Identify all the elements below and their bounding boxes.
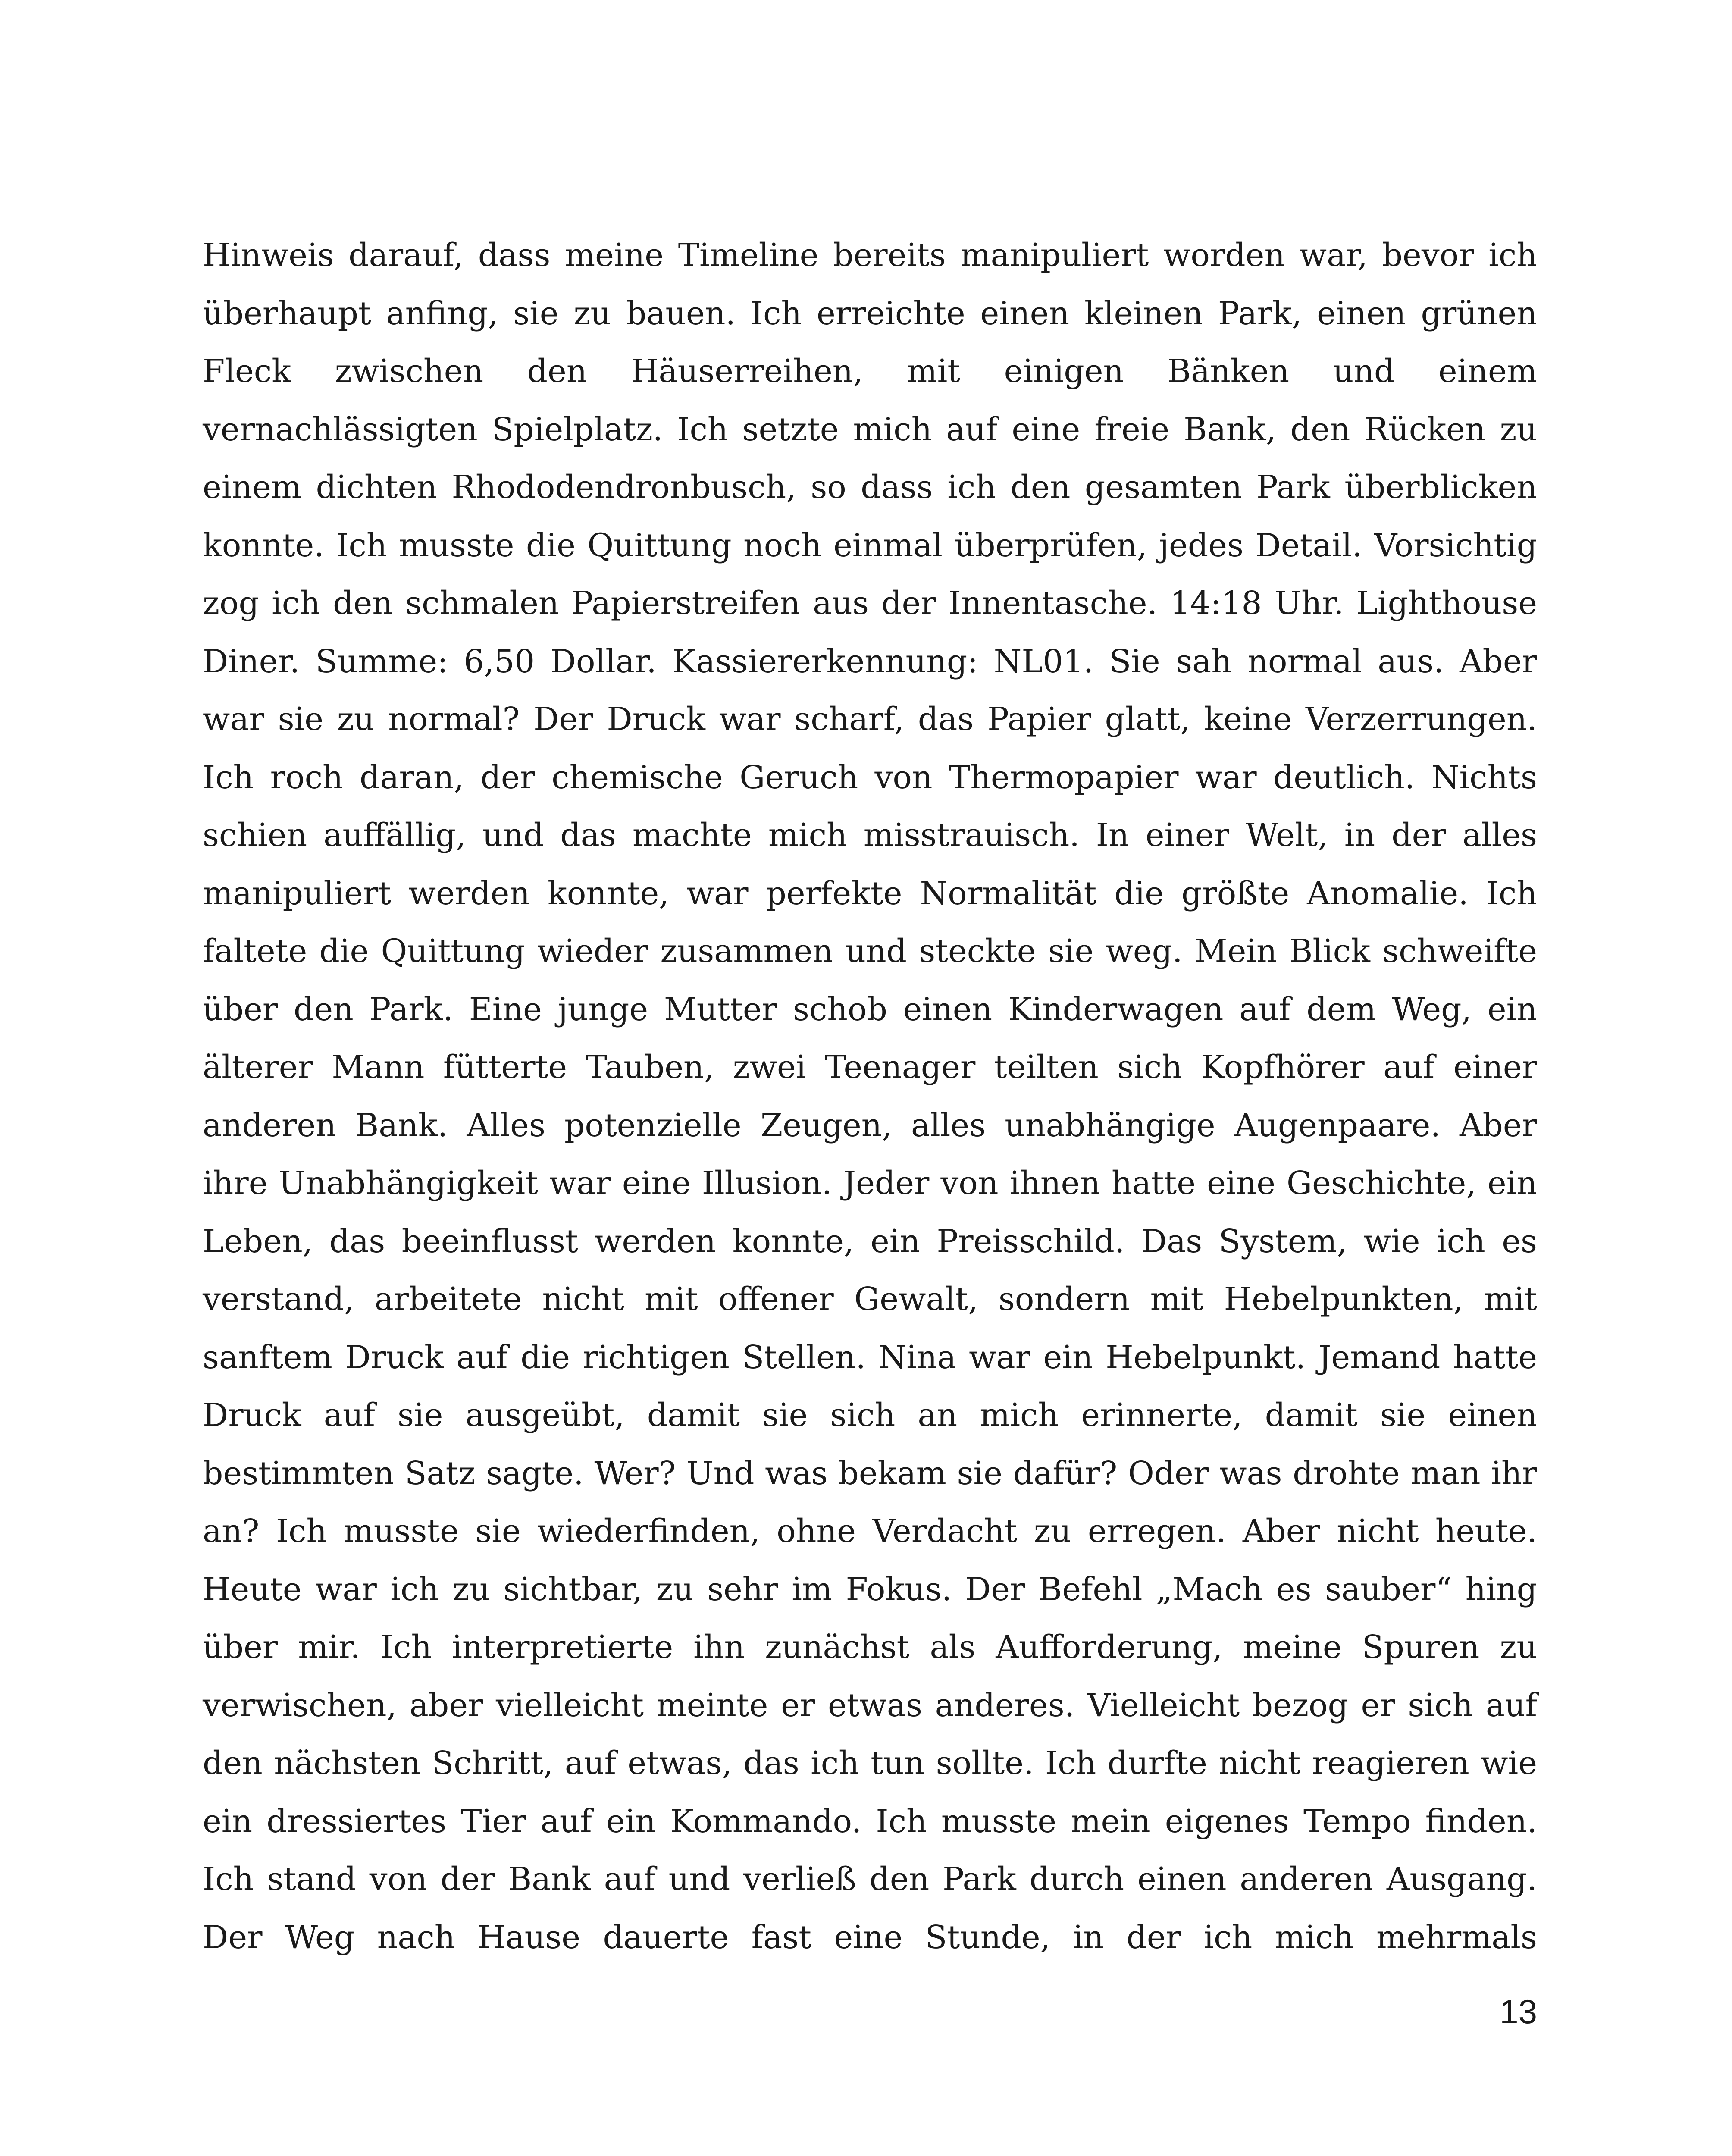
page-number: 13 [1500,1993,1537,2031]
text-line: Diner. Summe: 6,50 Dollar. Kassiererkennung: NL01. Sie sah normal aus. Aber [203,642,1537,680]
text-line: manipuliert werden konnte, war perfekte Normalität die größte Anomalie. Ich [203,874,1537,912]
text-line: faltete die Quittung wieder zusammen und steckte sie weg. Mein Blick schweifte [203,933,1537,970]
text-line: einem dichten Rhododendronbusch, so dass ich den gesamten Park überblicken [203,469,1537,506]
text-line: älterer Mann fütterte Tauben, zwei Teenager teilten sich Kopfhörer auf einer [203,1049,1537,1086]
body-text [203,226,1537,1966]
text-line: Druck auf sie ausgeübt, damit sie sich an mich erinnerte, damit sie einen [203,1397,1537,1434]
text-line: Ich roch daran, der chemische Geruch von Thermopapier war deutlich. Nichts [203,758,1537,796]
text-line: Leben, das beeinflusst werden konnte, ein Preisschild. Das System, wie ich es [203,1222,1537,1260]
text-line: ein dressiertes Tier auf ein Kommando. Ich musste mein eigenes Tempo finden. [203,1802,1537,1840]
text-line: ihre Unabhängigkeit war eine Illusion. Jeder von ihnen hatte eine Geschichte, ein [203,1165,1537,1202]
text-line: Heute war ich zu sichtbar, zu sehr im Fokus. Der Befehl „Mach es sauber“ hing [203,1570,1537,1608]
text-line: über mir. Ich interpretierte ihn zunächst als Aufforderung, meine Spuren zu [203,1629,1537,1666]
text-line: Hinweis darauf, dass meine Timeline bereits manipuliert worden war, bevor ich [203,237,1537,274]
text-line: verwischen, aber vielleicht meinte er etwas anderes. Vielleicht bezog er sich auf [203,1686,1537,1724]
text-line: Fleck zwischen den Häuserreihen, mit einigen Bänken und einem [203,353,1537,390]
text-line: an? Ich musste sie wiederfinden, ohne Verdacht zu erregen. Aber nicht heute. [203,1513,1537,1550]
text-line: bestimmten Satz sagte. Wer? Und was bekam sie dafür? Oder was drohte man ihr [203,1454,1537,1492]
text-line: den nächsten Schritt, auf etwas, das ich tun sollte. Ich durfte nicht reagieren wie [203,1745,1537,1782]
text-line: Ich stand von der Bank auf und verließ den Park durch einen anderen Ausgang. [203,1861,1537,1898]
text-line: konnte. Ich musste die Quittung noch einmal überprüfen, jedes Detail. Vorsichtig [203,526,1537,564]
text-line: anderen Bank. Alles potenzielle Zeugen, alles unabhängige Augenpaare. Aber [203,1106,1537,1144]
text-line: zog ich den schmalen Papierstreifen aus der Innentasche. 14:18 Uhr. Lighthouse [203,585,1537,622]
text-line: überhaupt anfing, sie zu bauen. Ich erreichte einen kleinen Park, einen grünen [203,295,1537,332]
text-line: vernachlässigten Spielplatz. Ich setzte mich auf eine freie Bank, den Rücken zu [203,411,1537,448]
text-line: sanftem Druck auf die richtigen Stellen. Nina war ein Hebelpunkt. Jemand hatte [203,1338,1537,1376]
text-line: war sie zu normal? Der Druck war scharf, das Papier glatt, keine Verzerrungen. [203,701,1537,738]
text-line: verstand, arbeitete nicht mit offener Gewalt, sondern mit Hebelpunkten, mit [203,1281,1537,1318]
text-line: über den Park. Eine junge Mutter schob einen Kinderwagen auf dem Weg, ein [203,990,1537,1028]
text-line: Der Weg nach Hause dauerte fast eine Stunde, in der ich mich mehrmals [203,1918,1537,1956]
text-line: schien auffällig, und das machte mich misstrauisch. In einer Welt, in der alles [203,817,1537,854]
